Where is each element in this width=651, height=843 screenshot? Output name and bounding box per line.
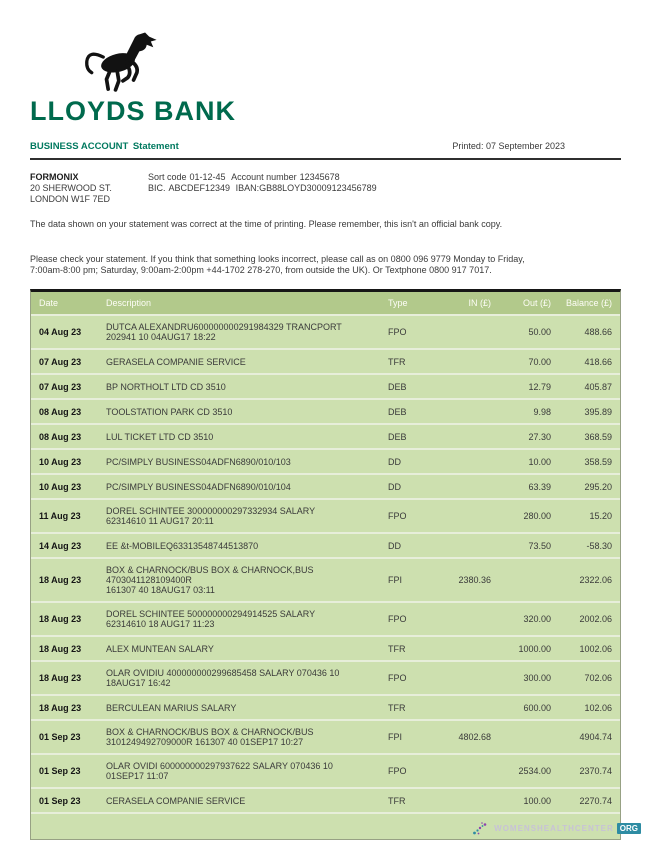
transaction-balance: 2322.06 [579, 575, 612, 585]
transaction-type: DD [388, 456, 401, 467]
sort-code-label: Sort code [148, 172, 187, 182]
site-watermark [472, 821, 641, 836]
transaction-row [31, 448, 620, 473]
transaction-description-line1: PC/SIMPLY BUSINESS04ADFN6890/010/103 [106, 456, 291, 467]
bic-label: BIC. [148, 183, 166, 193]
transaction-balance: 702.06 [584, 673, 612, 683]
transaction-type: TFR [388, 356, 406, 367]
transaction-description [105, 796, 387, 806]
transaction-balance: 295.20 [584, 481, 612, 492]
transaction-description-line1: ALEX MUNTEAN SALARY [106, 643, 214, 654]
bic-value: ABCDEF12349 [168, 183, 231, 193]
transaction-row [31, 635, 620, 660]
transaction-out-amount: 600.00 [523, 702, 551, 713]
transaction-description-line1: GERASELA COMPANIE SERVICE [106, 356, 246, 367]
transaction-balance: 488.66 [584, 327, 612, 337]
transaction-row [31, 348, 620, 373]
brand-header [30, 0, 621, 160]
printed-date: Printed: 07 September 2023 [452, 141, 565, 151]
iban-value: GB88LOYD30009123456789 [259, 183, 377, 193]
transaction-out-amount: 73.50 [528, 540, 551, 551]
transaction-description-line1: OLAR OVIDIU 400000000299685458 SALARY 070436 10 [106, 668, 340, 678]
transaction-description [105, 668, 387, 688]
address-line-2: LONDON W1F 7ED [30, 194, 111, 204]
header-balance: Balance (£) [565, 298, 612, 308]
header-type: Type [388, 298, 408, 308]
transaction-date: 07 Aug 23 [39, 356, 82, 367]
watermark-site-name: WOMENSHEALTHCENTER [494, 824, 614, 833]
transaction-description-line2: 01SEP17 11:07 [106, 771, 169, 781]
transaction-description [105, 541, 387, 551]
transaction-date: 04 Aug 23 [39, 327, 82, 337]
statement-word: Statement [132, 141, 179, 152]
watermark-tld-badge: ORG [617, 823, 641, 834]
transaction-date: 18 Aug 23 [39, 673, 82, 683]
transaction-balance: 418.66 [584, 356, 612, 367]
transaction-description [105, 482, 387, 492]
transaction-description-line1: DOREL SCHINTEE 300000000297332934 SALARY [106, 506, 316, 516]
transaction-balance: 2270.74 [579, 795, 612, 806]
transaction-type: DEB [388, 431, 407, 442]
transaction-balance: -58.30 [586, 540, 612, 551]
transaction-row [31, 373, 620, 398]
transaction-out-amount: 70.00 [528, 356, 551, 367]
address-line-1: 20 SHERWOOD ST. [30, 183, 112, 193]
transaction-date: 18 Aug 23 [39, 702, 82, 713]
transaction-balance: 405.87 [584, 381, 612, 392]
transaction-date: 08 Aug 23 [39, 431, 82, 442]
transaction-out-amount: 27.30 [528, 431, 551, 442]
transaction-row [31, 314, 620, 348]
transaction-date: 18 Aug 23 [39, 614, 82, 624]
transaction-date: 18 Aug 23 [39, 643, 82, 654]
transaction-description-line1: TOOLSTATION PARK CD 3510 [106, 406, 233, 417]
transaction-balance: 2370.74 [579, 766, 612, 776]
transaction-description [105, 644, 387, 654]
statement-subheader [30, 136, 621, 154]
transaction-description-line2: 62314610 18 AUG17 11:23 [106, 619, 215, 629]
transaction-type: FPO [388, 614, 407, 624]
transaction-description-line2: 62314610 11 AUG17 20:11 [106, 516, 214, 526]
transaction-date: 01 Sep 23 [39, 795, 81, 806]
transaction-out-amount: 280.00 [523, 511, 551, 521]
transaction-description [105, 322, 387, 342]
transaction-date: 01 Sep 23 [39, 732, 81, 742]
transactions-table [30, 289, 621, 840]
transaction-out-amount: 300.00 [523, 673, 551, 683]
transaction-row [31, 694, 620, 719]
transaction-date: 11 Aug 23 [39, 511, 81, 521]
transaction-description-line1: BERCULEAN MARIUS SALARY [106, 702, 237, 713]
transaction-description-line1: CERASELA COMPANIE SERVICE [106, 795, 246, 806]
transaction-description [105, 407, 387, 417]
transaction-balance: 395.89 [584, 406, 612, 417]
transaction-description [105, 761, 387, 781]
header-date: Date [39, 298, 59, 308]
transaction-description-line2: 161307 40 18AUG17 03:11 [106, 585, 215, 595]
transaction-date: 14 Aug 23 [39, 540, 82, 551]
transaction-description [105, 609, 387, 629]
transaction-description [105, 727, 387, 747]
transaction-out-amount: 100.00 [523, 795, 551, 806]
transaction-description [105, 357, 387, 367]
transactions-body [31, 314, 620, 839]
transaction-out-amount: 320.00 [523, 614, 551, 624]
transaction-date: 01 Sep 23 [39, 766, 81, 776]
header-description: Description [106, 298, 152, 308]
account-holder-name: FORMONIX [30, 172, 79, 182]
transaction-type: FPI [388, 575, 403, 585]
transaction-description [105, 703, 387, 713]
transaction-out-amount: 10.00 [528, 456, 551, 467]
account-type-label: BUSINESS ACCOUNT [30, 141, 129, 152]
transaction-description [105, 382, 387, 392]
transaction-out-amount: 1000.00 [518, 643, 551, 654]
transaction-balance: 358.59 [584, 456, 612, 467]
data-correct-notice: The data shown on your statement was correct at the time of printing. Please remember, this isn't an official bank copy. [30, 219, 503, 229]
transaction-description-line1: BP NORTHOLT LTD CD 3510 [106, 381, 226, 392]
account-number-label: Account number [231, 172, 297, 182]
transaction-date: 10 Aug 23 [39, 456, 82, 467]
transaction-row [31, 398, 620, 423]
transaction-description-line1: LUL TICKET LTD CD 3510 [106, 431, 214, 442]
transaction-out-amount: 12.79 [528, 381, 551, 392]
header-divider [30, 158, 621, 160]
transaction-description-line1: BOX & CHARNOCK/BUS BOX & CHARNOCK,BUS 4703041128109400R [106, 565, 314, 585]
transaction-date: 10 Aug 23 [39, 481, 82, 492]
transaction-out-amount: 9.98 [533, 406, 551, 417]
dotted-swirl-icon [472, 821, 492, 836]
transaction-type: FPO [388, 766, 407, 776]
transaction-description [105, 457, 387, 467]
transaction-description-line2: 202941 10 04AUG17 18:22 [106, 332, 216, 342]
transaction-out-amount: 2534.00 [518, 766, 551, 776]
transaction-date: 08 Aug 23 [39, 406, 82, 417]
transaction-date: 18 Aug 23 [39, 575, 82, 585]
transaction-description [105, 565, 387, 595]
transaction-row [31, 601, 620, 635]
transaction-description-line2: 3101249492709000R 161307 40 01SEP17 10:27 [106, 737, 304, 747]
account-details-block [148, 172, 380, 205]
transaction-description-line1: EE &t-MOBILEQ63313548744513870 [106, 540, 259, 551]
transaction-row [31, 787, 620, 812]
transaction-type: DD [388, 481, 401, 492]
sort-code-value: 01-12-45 [189, 172, 226, 182]
bank-name: LLOYDS BANK [30, 96, 236, 126]
transaction-description [105, 432, 387, 442]
transaction-type: FPO [388, 327, 407, 337]
transaction-description [105, 506, 387, 526]
header-in: IN (£) [468, 298, 491, 308]
transaction-type: DD [388, 540, 401, 551]
black-horse-icon [74, 30, 162, 94]
transaction-description-line1: BOX & CHARNOCK/BUS BOX & CHARNOCK/BUS [106, 727, 314, 737]
transaction-description-line1: DUTCA ALEXANDRU600000000291984329 TRANCPORT [106, 322, 342, 332]
transaction-description-line1: OLAR OVIDI 600000000297937622 SALARY 070436 10 [106, 761, 333, 771]
transaction-balance: 368.59 [584, 431, 612, 442]
transaction-out-amount: 50.00 [528, 327, 551, 337]
transaction-type: FPO [388, 511, 407, 521]
transaction-balance: 2002.06 [579, 614, 612, 624]
bic-iban-line [148, 183, 380, 194]
transaction-balance: 4904.74 [579, 732, 612, 742]
transaction-type: TFR [388, 702, 406, 713]
transaction-row [31, 753, 620, 787]
account-number-value: 12345678 [299, 172, 340, 182]
transaction-type: DEB [388, 381, 407, 392]
transaction-description-line2: 18AUG17 16:42 [106, 678, 171, 688]
sort-code-line [148, 172, 380, 183]
account-holder-block [30, 172, 148, 205]
iban-label: IBAN: [235, 183, 260, 193]
statement-type [30, 136, 179, 154]
transaction-row [31, 498, 620, 532]
check-statement-notice: Please check your statement. If you think that something looks incorrect, please call as on 0800 096 9779 Monday to Friday, 7:00am-8:00 pm; Saturday, 9:00am-2:00pm +44-1702 278-270, from outside the UK). Or Textphone 0800 917 7017. [30, 254, 525, 275]
transaction-balance: 15.20 [589, 511, 612, 521]
transaction-description-line1: PC/SIMPLY BUSINESS04ADFN6890/010/104 [106, 481, 291, 492]
account-info-section [30, 172, 621, 205]
transaction-type: TFR [388, 795, 406, 806]
transaction-type: TFR [388, 643, 406, 654]
transaction-row [31, 532, 620, 557]
transaction-description-line1: DOREL SCHINTEE 500000000294914525 SALARY [106, 609, 316, 619]
transaction-row [31, 719, 620, 753]
transaction-balance: 102.06 [584, 702, 612, 713]
transaction-type: FPO [388, 673, 407, 683]
header-out: Out (£) [522, 298, 551, 308]
transaction-in-amount: 4802.68 [458, 732, 491, 742]
transaction-out-amount: 63.39 [528, 481, 551, 492]
transaction-row [31, 557, 620, 601]
transactions-header-row [31, 292, 620, 314]
transaction-row [31, 473, 620, 498]
transaction-type: DEB [388, 406, 407, 417]
transaction-balance: 1002.06 [579, 643, 612, 654]
transaction-row [31, 423, 620, 448]
transaction-date: 07 Aug 23 [39, 381, 82, 392]
transaction-row [31, 660, 620, 694]
transaction-type: FPI [388, 732, 403, 742]
transaction-in-amount: 2380.36 [458, 575, 491, 585]
